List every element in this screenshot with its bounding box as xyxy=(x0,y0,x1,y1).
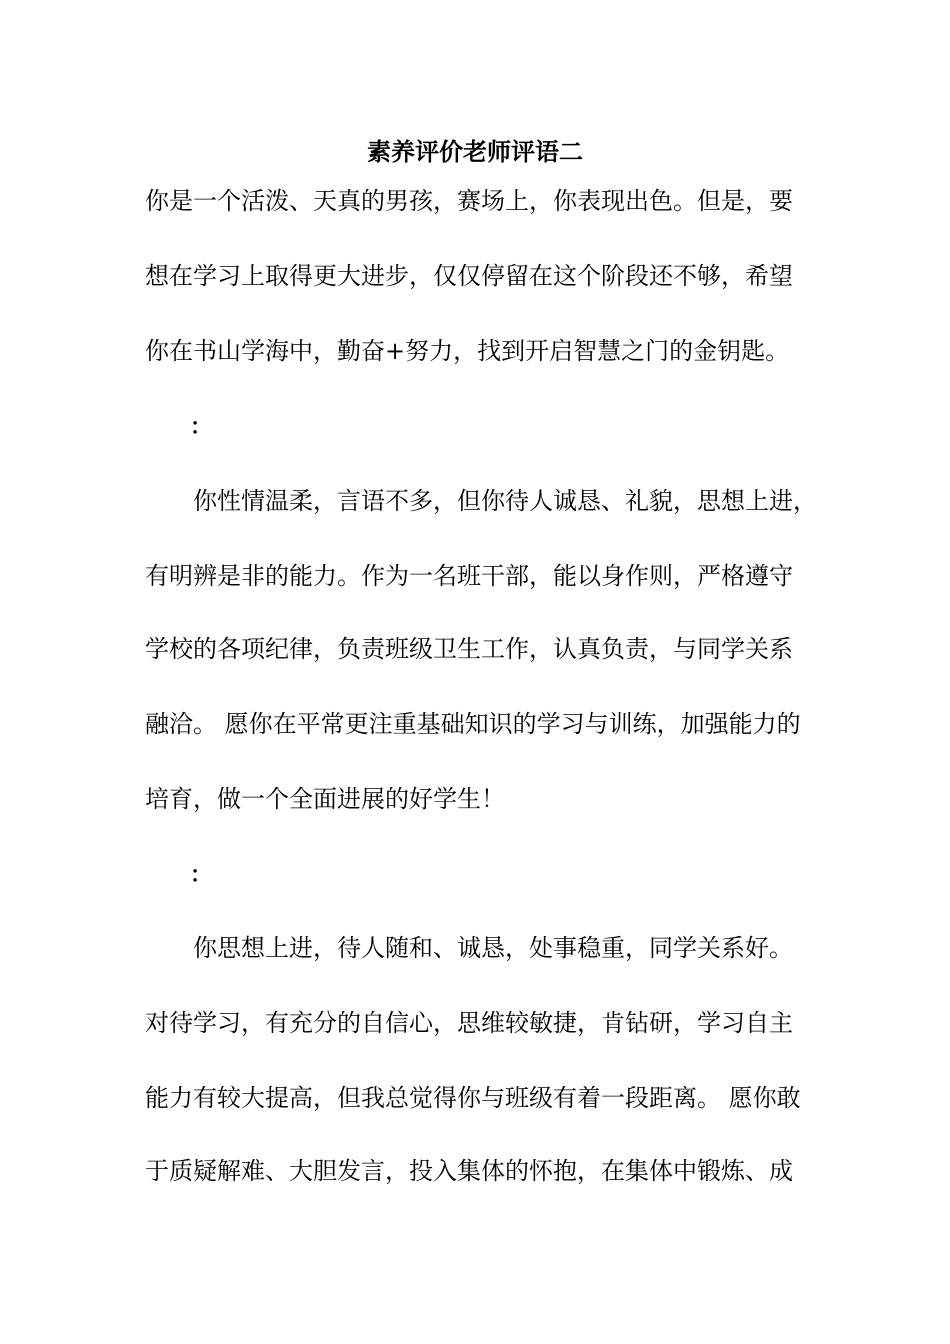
document-title: 素养评价老师评语二 xyxy=(367,137,583,166)
paragraph-line: 有明辨是非的能力。作为一名班干部，能以身作则，严格遵守 xyxy=(145,562,793,590)
section-separator-colon: ： xyxy=(190,862,213,888)
paragraph-line: 对待学习，有充分的自信心，思维较敏捷，肯钻研，学习自主 xyxy=(145,1009,793,1037)
paragraph-line: 学校的各项纪律，负责班级卫生工作，认真负责，与同学关系 xyxy=(145,635,793,663)
paragraph-line: 你性情温柔，言语不多，但你待人诚恳、礼貌，思想上进， xyxy=(193,487,817,515)
paragraph-line: 你在书山学海中，勤奋+努力，找到开启智慧之门的金钥匙。 xyxy=(145,337,790,365)
paragraph-line: 你是一个活泼、天真的男孩，赛场上，你表现出色。但是，要 xyxy=(145,187,793,215)
paragraph-line: 培育，做一个全面进展的好学生！ xyxy=(145,785,505,813)
paragraph-line: 融洽。 愿你在平常更注重基础知识的学习与训练，加强能力的 xyxy=(145,710,801,738)
paragraph-line: 想在学习上取得更大进步，仅仅停留在这个阶段还不够，希望 xyxy=(145,262,793,290)
paragraph-line: 能力有较大提高，但我总觉得你与班级有着一段距离。 愿你敢 xyxy=(145,1084,801,1112)
paragraph-line: 你思想上进，待人随和、诚恳，处事稳重，同学关系好。 xyxy=(193,934,793,962)
section-separator-colon: ： xyxy=(190,414,213,440)
paragraph-line: 于质疑解难、大胆发言，投入集体的怀抱，在集体中锻炼、成 xyxy=(145,1157,793,1185)
